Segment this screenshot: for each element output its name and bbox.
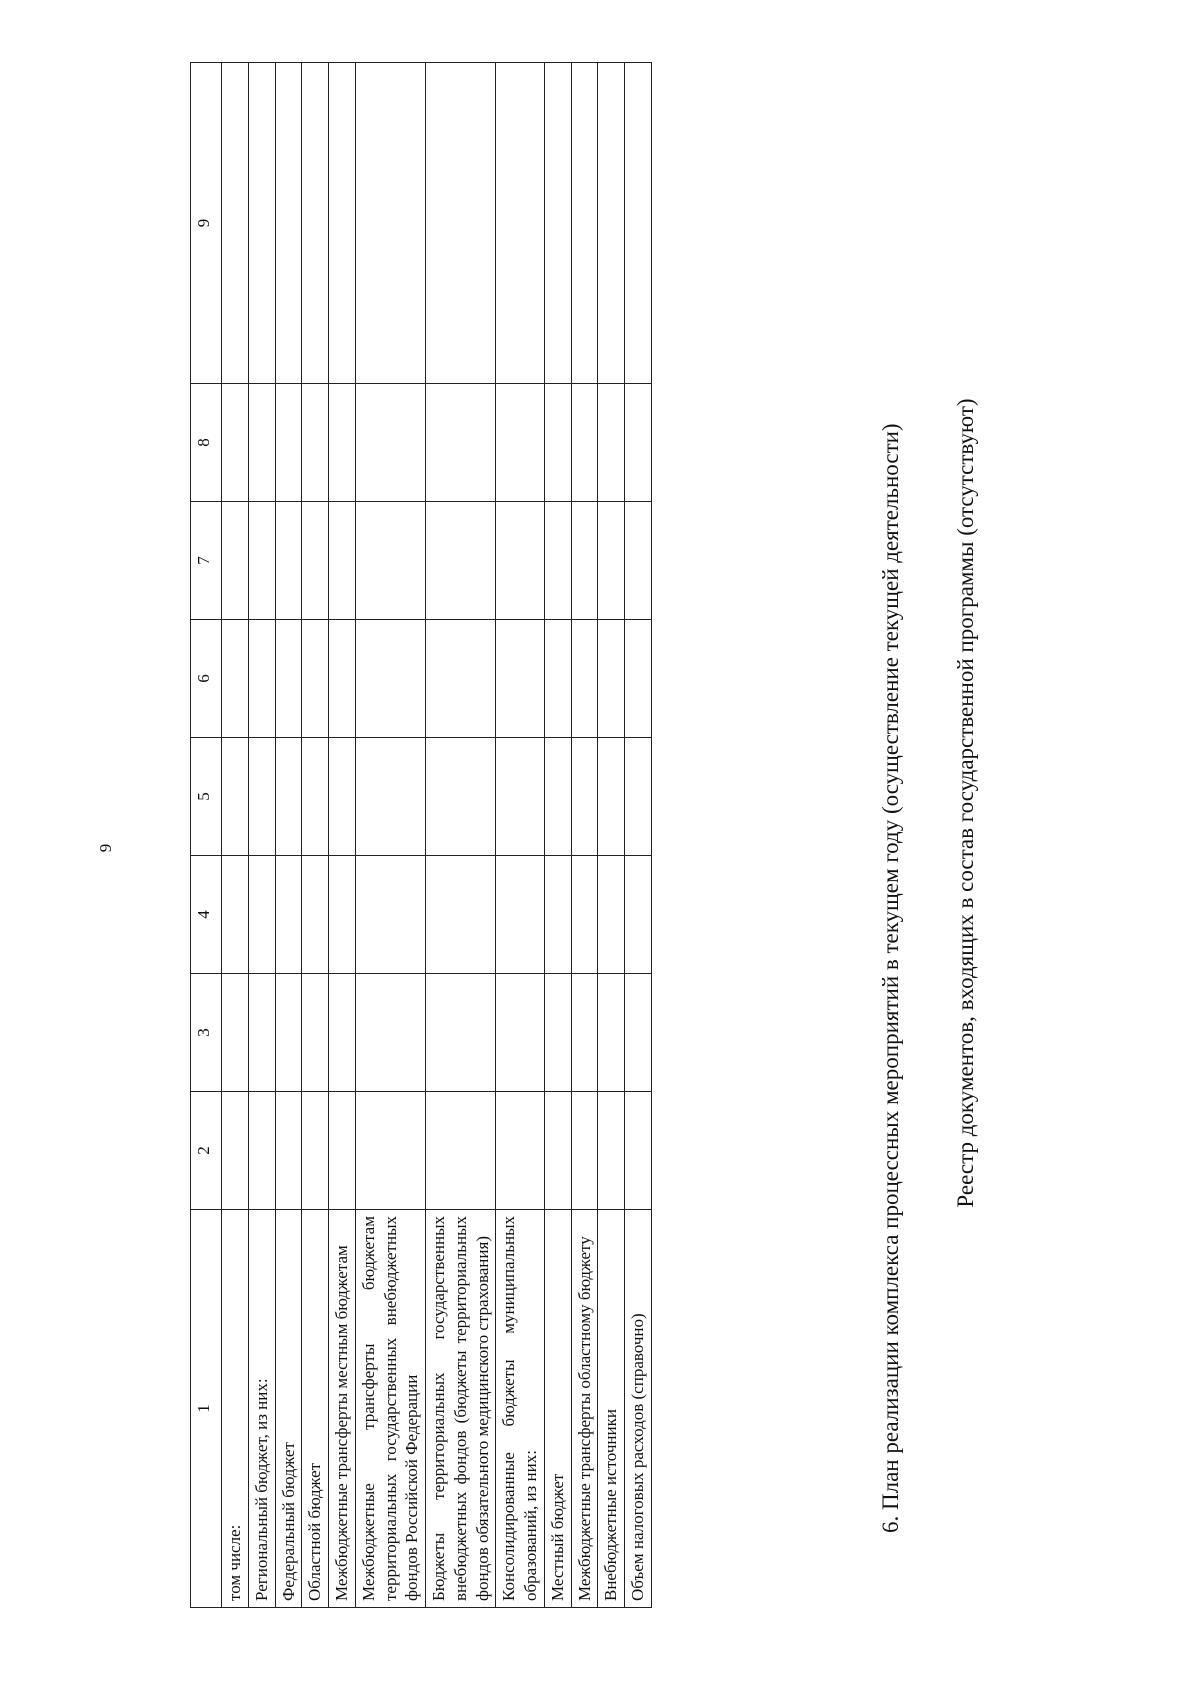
value-cell (329, 384, 356, 502)
value-cell (598, 63, 625, 384)
column-header: 4 (191, 856, 222, 974)
value-cell (275, 63, 302, 384)
value-cell (598, 738, 625, 856)
value-cell (302, 1092, 329, 1210)
row-label: Консолидированные бюджеты муниципальных образований, из них: (496, 1210, 545, 1608)
value-cell (275, 738, 302, 856)
value-cell (302, 502, 329, 620)
value-cell (248, 738, 275, 856)
value-cell (355, 384, 425, 502)
value-cell (625, 1092, 652, 1210)
value-cell (248, 856, 275, 974)
value-cell (625, 738, 652, 856)
table-row (598, 63, 625, 1608)
value-cell (302, 384, 329, 502)
value-cell (302, 738, 329, 856)
row-label: Внебюджетные источники (598, 1210, 625, 1608)
value-cell (248, 1092, 275, 1210)
value-cell (329, 974, 356, 1092)
value-cell (598, 974, 625, 1092)
value-cell (544, 63, 571, 384)
value-cell (598, 1092, 625, 1210)
column-header: 5 (191, 738, 222, 856)
value-cell (275, 502, 302, 620)
value-cell (544, 738, 571, 856)
column-header: 1 (191, 1210, 222, 1608)
value-cell (625, 63, 652, 384)
value-cell (625, 620, 652, 738)
value-cell (544, 974, 571, 1092)
value-cell (275, 384, 302, 502)
value-cell (571, 502, 598, 620)
row-label: Областной бюджет (302, 1210, 329, 1608)
table-row (571, 63, 598, 1608)
value-cell (426, 384, 496, 502)
value-cell (355, 63, 425, 384)
value-cell (426, 63, 496, 384)
value-cell (355, 620, 425, 738)
table-row (544, 63, 571, 1608)
value-cell (625, 384, 652, 502)
value-cell (496, 856, 545, 974)
value-cell (329, 63, 356, 384)
row-label: Региональный бюджет, из них: (248, 1210, 275, 1608)
value-cell (302, 856, 329, 974)
table-row (355, 63, 425, 1608)
table-row (426, 63, 496, 1608)
value-cell (496, 738, 545, 856)
value-cell (302, 974, 329, 1092)
value-cell (426, 856, 496, 974)
column-header: 7 (191, 502, 222, 620)
value-cell (222, 738, 249, 856)
column-header: 6 (191, 620, 222, 738)
value-cell (275, 974, 302, 1092)
value-cell (426, 1092, 496, 1210)
value-cell (355, 738, 425, 856)
value-cell (222, 856, 249, 974)
row-label: Бюджеты территориальных государственных внебюджетных фондов (бюджеты территориальных фондов обязательного медицинского страхования) (426, 1210, 496, 1608)
value-cell (355, 502, 425, 620)
value-cell (598, 620, 625, 738)
value-cell (598, 384, 625, 502)
value-cell (496, 620, 545, 738)
value-cell (275, 1092, 302, 1210)
value-cell (571, 974, 598, 1092)
value-cell (571, 738, 598, 856)
table-row (302, 63, 329, 1608)
value-cell (275, 620, 302, 738)
value-cell (426, 620, 496, 738)
value-cell (496, 1092, 545, 1210)
value-cell (222, 384, 249, 502)
section-6-title: 6. План реализации комплекса процессных мероприятий в текущем году (осуществление текущей деятельности) (878, 423, 903, 1533)
registry-title: Реестр документов, входящих в состав государственной программы (отсутствуют) (953, 398, 978, 1208)
row-label: Межбюджетные трансферты местным бюджетам (329, 1210, 356, 1608)
value-cell (625, 856, 652, 974)
value-cell (571, 1092, 598, 1210)
value-cell (571, 63, 598, 384)
table-row (248, 63, 275, 1608)
value-cell (222, 502, 249, 620)
value-cell (329, 738, 356, 856)
row-label: Межбюджетные трансферты бюджетам территориальных государственных внебюджетных фондов Российской Федерации (355, 1210, 425, 1608)
value-cell (496, 384, 545, 502)
value-cell (248, 63, 275, 384)
value-cell (302, 63, 329, 384)
value-cell (355, 974, 425, 1092)
value-cell (426, 502, 496, 620)
value-cell (248, 384, 275, 502)
value-cell (355, 856, 425, 974)
value-cell (598, 502, 625, 620)
value-cell (222, 1092, 249, 1210)
table-body (222, 63, 652, 1608)
value-cell (275, 856, 302, 974)
row-label: Межбюджетные трансферты областному бюджету (571, 1210, 598, 1608)
value-cell (302, 620, 329, 738)
value-cell (248, 620, 275, 738)
value-cell (544, 620, 571, 738)
value-cell (571, 620, 598, 738)
value-cell (329, 620, 356, 738)
column-header: 2 (191, 1092, 222, 1210)
value-cell (222, 63, 249, 384)
value-cell (625, 974, 652, 1092)
value-cell (329, 502, 356, 620)
value-cell (496, 502, 545, 620)
table-row (329, 63, 356, 1608)
value-cell (598, 856, 625, 974)
column-header: 8 (191, 384, 222, 502)
table-row (496, 63, 545, 1608)
row-label: том числе: (222, 1210, 249, 1608)
table-row (222, 63, 249, 1608)
value-cell (329, 856, 356, 974)
value-cell (625, 502, 652, 620)
row-label: Объем налоговых расходов (справочно) (625, 1210, 652, 1608)
value-cell (248, 974, 275, 1092)
value-cell (571, 384, 598, 502)
value-cell (329, 1092, 356, 1210)
value-cell (544, 856, 571, 974)
table-row (625, 63, 652, 1608)
value-cell (222, 620, 249, 738)
row-label: Федеральный бюджет (275, 1210, 302, 1608)
value-cell (544, 502, 571, 620)
column-header: 9 (191, 63, 222, 384)
value-cell (248, 502, 275, 620)
value-cell (222, 974, 249, 1092)
table-row (275, 63, 302, 1608)
value-cell (355, 1092, 425, 1210)
value-cell (571, 856, 598, 974)
value-cell (426, 738, 496, 856)
value-cell (544, 384, 571, 502)
value-cell (496, 63, 545, 384)
value-cell (426, 974, 496, 1092)
funding-table (190, 62, 652, 1608)
value-cell (544, 1092, 571, 1210)
table-header-row (191, 63, 222, 1608)
page-number: 9 (96, 843, 115, 853)
row-label: Местный бюджет (544, 1210, 571, 1608)
value-cell (496, 974, 545, 1092)
column-header: 3 (191, 974, 222, 1092)
